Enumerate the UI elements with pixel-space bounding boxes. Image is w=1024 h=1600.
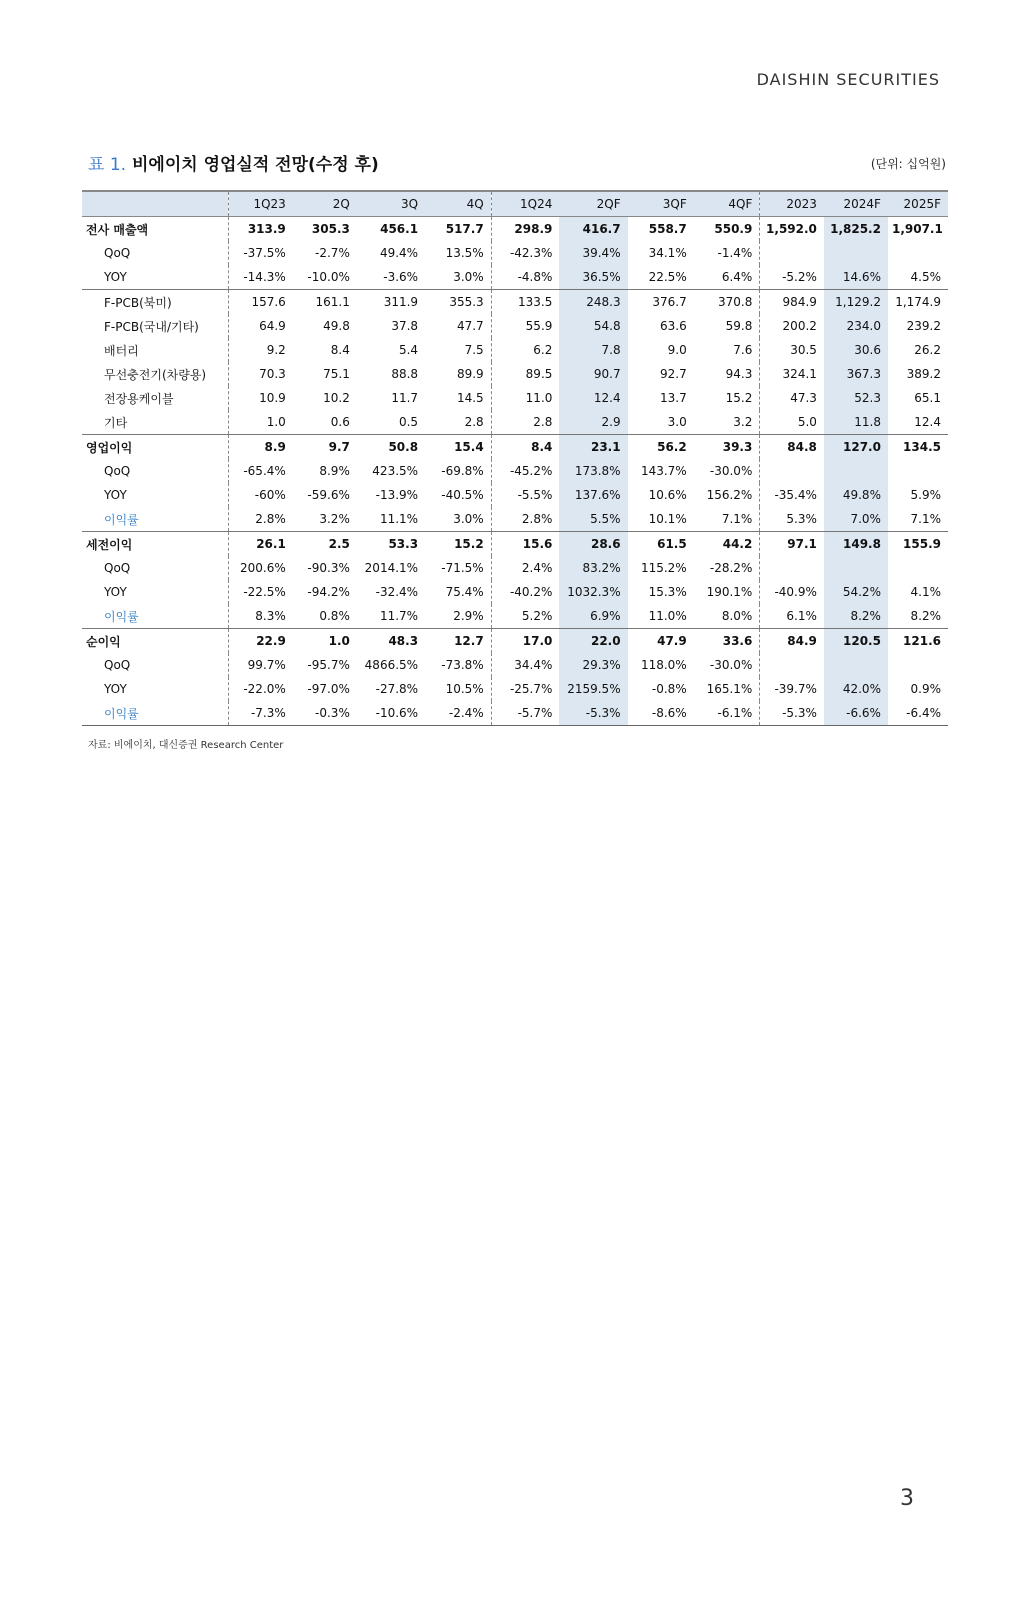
table-row-pretax-profit — [82, 532, 948, 557]
cell-2024F: -6.6% — [824, 701, 888, 726]
row-label: YOY — [104, 682, 127, 696]
table-title — [88, 150, 379, 175]
cell-2Q: -95.7% — [307, 658, 350, 672]
cell-1Q23: 200.6% — [229, 556, 293, 580]
cell-3Q: 11.1% — [379, 512, 419, 526]
cell-1Q24: 15.6 — [491, 532, 559, 557]
cell-2Q: -0.3% — [293, 701, 357, 726]
cell-2QF: 83.2% — [559, 556, 627, 580]
table-row-revenue-yoy — [82, 265, 948, 290]
table-row-op-qoq — [82, 459, 948, 483]
column-header: 3QF — [628, 191, 694, 217]
cell-3QF: 118.0% — [640, 658, 687, 672]
cell-3Q: 423.5% — [372, 464, 419, 478]
cell-3QF: 56.2 — [628, 435, 694, 460]
cell-4QF: 94.3 — [725, 367, 753, 381]
cell-4QF: -1.4% — [717, 246, 753, 260]
cell-1Q23: 8.3% — [229, 604, 293, 629]
cell-1Q23: 10.9 — [229, 386, 293, 410]
cell-2024F: 367.3 — [824, 362, 888, 386]
row-label: 전사 매출액 — [82, 217, 229, 242]
cell-2024F: 7.0% — [824, 507, 888, 532]
cell-1Q23: 26.1 — [229, 532, 293, 557]
row-label: QoQ — [104, 561, 131, 575]
cell-2024F: 234.0 — [824, 314, 888, 338]
cell-2Q: 9.7 — [293, 435, 357, 460]
cell-2025F: 7.1% — [910, 512, 941, 526]
table-row-pt-margin — [82, 604, 948, 629]
column-header: 1Q24 — [491, 191, 559, 217]
row-label: QoQ — [104, 464, 131, 478]
cell-3Q: 48.3 — [357, 629, 425, 654]
cell-2024F — [824, 556, 888, 580]
cell-2025F — [888, 653, 948, 677]
cell-1Q23: -37.5% — [229, 241, 293, 265]
table-row-pt-qoq — [82, 556, 948, 580]
cell-4QF: 370.8 — [694, 290, 760, 315]
cell-1Q24: 34.4% — [491, 653, 559, 677]
cell-1Q23: -7.3% — [229, 701, 293, 726]
table-body — [82, 217, 948, 726]
cell-2023: 984.9 — [760, 290, 824, 315]
cell-4QF: -6.1% — [694, 701, 760, 726]
cell-4Q: 2.9% — [453, 609, 484, 623]
unit-label: (단위: 십억원) — [870, 157, 946, 171]
cell-2QF: 7.8 — [559, 338, 627, 362]
cell-2023: 5.3% — [760, 507, 824, 532]
cell-1Q23: 157.6 — [229, 290, 293, 315]
cell-2024F: 1,129.2 — [824, 290, 888, 315]
cell-3QF: 143.7% — [640, 464, 687, 478]
cell-1Q23: 22.9 — [229, 629, 293, 654]
cell-1Q23: -22.0% — [229, 677, 293, 701]
table-row-pt-yoy — [82, 580, 948, 604]
cell-3QF: 558.7 — [628, 217, 694, 242]
cell-3QF: -0.8% — [651, 682, 687, 696]
cell-1Q24: -25.7% — [491, 677, 559, 701]
cell-1Q23: 313.9 — [229, 217, 293, 242]
cell-2Q: 0.6 — [330, 415, 350, 429]
cell-2024F: 8.2% — [824, 604, 888, 629]
table-row-fpcb-na — [82, 290, 948, 315]
cell-3QF: 15.3% — [648, 585, 687, 599]
cell-3QF: 115.2% — [640, 561, 687, 575]
table-row-ev-cable — [82, 386, 948, 410]
cell-3QF: 22.5% — [648, 270, 687, 284]
cell-3Q: 11.7 — [391, 391, 419, 405]
cell-1Q23: 8.9 — [229, 435, 293, 460]
cell-2Q: 49.8 — [323, 319, 350, 333]
table-row-wireless-charger — [82, 362, 948, 386]
cell-2Q: 0.8% — [319, 609, 350, 623]
cell-4Q: 13.5% — [445, 246, 484, 260]
row-label: 전장용케이블 — [104, 391, 174, 406]
cell-2023 — [760, 459, 824, 483]
row-label: 이익률 — [104, 512, 139, 527]
cell-3Q: -10.6% — [357, 701, 425, 726]
cell-2023: 97.1 — [760, 532, 824, 557]
cell-1Q24: 2.8% — [491, 507, 559, 532]
table-row-np-margin — [82, 701, 948, 726]
cell-4QF: -28.2% — [709, 561, 753, 575]
row-label: 순이익 — [82, 629, 229, 654]
cell-3QF: 13.7 — [660, 391, 687, 405]
column-header: 2QF — [559, 191, 627, 217]
cell-1Q23: 70.3 — [229, 362, 293, 386]
brand-header: DAISHIN SECURITIES — [756, 70, 940, 89]
cell-3Q: -27.8% — [375, 682, 419, 696]
cell-4Q: 47.7 — [456, 319, 484, 333]
row-label: 기타 — [104, 415, 128, 430]
cell-3QF: 47.9 — [628, 629, 694, 654]
cell-2QF: 36.5% — [559, 265, 627, 290]
cell-3Q: 4866.5% — [364, 658, 419, 672]
cell-2023: 200.2 — [760, 314, 824, 338]
cell-2024F: 127.0 — [824, 435, 888, 460]
cell-4Q: -71.5% — [441, 561, 484, 575]
cell-4Q: 355.3 — [425, 290, 491, 315]
column-header: 1Q23 — [229, 191, 293, 217]
cell-3Q: 11.7% — [379, 609, 419, 623]
cell-4QF: 44.2 — [694, 532, 760, 557]
table-row-revenue-qoq — [82, 241, 948, 265]
cell-2025F: 12.4 — [914, 415, 941, 429]
cell-4Q: 15.2 — [425, 532, 491, 557]
cell-2023: 84.8 — [760, 435, 824, 460]
row-label: F-PCB(북미) — [82, 290, 229, 315]
cell-2023: 30.5 — [760, 338, 824, 362]
cell-2QF: 137.6% — [559, 483, 627, 507]
cell-3QF: 376.7 — [628, 290, 694, 315]
cell-3Q: 456.1 — [357, 217, 425, 242]
cell-2Q: 2.5 — [293, 532, 357, 557]
cell-1Q23: 9.2 — [229, 338, 293, 362]
cell-2025F: 239.2 — [906, 319, 941, 333]
table-title-text: 비에이치 영업실적 전망(수정 후) — [131, 155, 379, 175]
cell-2Q: 305.3 — [293, 217, 357, 242]
cell-2Q: -2.7% — [315, 246, 350, 260]
header-label-cell — [82, 191, 229, 217]
row-label: F-PCB(국내/기타) — [104, 319, 199, 334]
row-label: YOY — [104, 488, 127, 502]
cell-4Q: -2.4% — [425, 701, 491, 726]
cell-4Q: 3.0% — [453, 512, 484, 526]
cell-2025F: -6.4% — [888, 701, 948, 726]
cell-2023: -35.4% — [760, 483, 824, 507]
cell-2025F: 134.5 — [888, 435, 948, 460]
row-label: QoQ — [104, 246, 131, 260]
cell-2Q: -59.6% — [307, 488, 350, 502]
cell-2QF: 39.4% — [559, 241, 627, 265]
cell-2QF: 28.6 — [559, 532, 627, 557]
cell-2Q: 161.1 — [293, 290, 357, 315]
cell-2Q: -90.3% — [307, 561, 350, 575]
cell-1Q24: 11.0 — [491, 386, 559, 410]
cell-1Q24: -4.8% — [491, 265, 559, 290]
cell-1Q23: -65.4% — [229, 459, 293, 483]
cell-2Q: 8.9% — [319, 464, 350, 478]
page-number: 3 — [900, 1486, 914, 1511]
cell-1Q24: -5.5% — [491, 483, 559, 507]
cell-3QF: 10.6% — [648, 488, 687, 502]
header-row — [82, 191, 948, 217]
cell-4Q: 3.0% — [453, 270, 484, 284]
row-label: QoQ — [104, 658, 131, 672]
cell-2Q: -10.0% — [307, 270, 350, 284]
cell-2024F — [824, 241, 888, 265]
table-row-op-yoy — [82, 483, 948, 507]
cell-3Q: 50.8 — [357, 435, 425, 460]
cell-2025F: 26.2 — [914, 343, 941, 357]
cell-3QF: 92.7 — [660, 367, 687, 381]
cell-4Q: 517.7 — [425, 217, 491, 242]
cell-3Q: 2014.1% — [364, 561, 419, 575]
cell-4Q: 2.8 — [464, 415, 484, 429]
cell-4QF: 6.4% — [721, 270, 753, 284]
cell-2025F: 65.1 — [914, 391, 941, 405]
cell-2Q: 8.4 — [330, 343, 350, 357]
column-header: 3Q — [357, 191, 425, 217]
cell-2QF: 54.8 — [559, 314, 627, 338]
cell-2023: 1,592.0 — [760, 217, 824, 242]
cell-1Q24: 298.9 — [491, 217, 559, 242]
cell-2024F: 42.0% — [824, 677, 888, 701]
column-header: 2024F — [824, 191, 888, 217]
table-title-row — [88, 150, 946, 178]
cell-2023: 324.1 — [760, 362, 824, 386]
cell-1Q24: -42.3% — [491, 241, 559, 265]
cell-3QF: 63.6 — [660, 319, 687, 333]
cell-1Q24: -5.7% — [491, 701, 559, 726]
cell-4QF: 8.0% — [721, 609, 753, 623]
table-row-np-yoy — [82, 677, 948, 701]
cell-4Q: 7.5 — [464, 343, 484, 357]
cell-3Q: 311.9 — [357, 290, 425, 315]
cell-4QF: 550.9 — [694, 217, 760, 242]
cell-1Q24: -40.2% — [491, 580, 559, 604]
cell-2QF: 29.3% — [559, 653, 627, 677]
cell-4QF: 7.1% — [721, 512, 753, 526]
cell-2QF: 12.4 — [559, 386, 627, 410]
cell-3Q: 88.8 — [391, 367, 419, 381]
cell-2025F — [888, 556, 948, 580]
cell-3Q: -32.4% — [375, 585, 419, 599]
cell-2023: 5.0 — [760, 410, 824, 435]
cell-2025F: 8.2% — [910, 609, 941, 623]
cell-2023: -40.9% — [760, 580, 824, 604]
cell-2023 — [760, 653, 824, 677]
cell-2024F: 30.6 — [824, 338, 888, 362]
cell-2QF: 173.8% — [559, 459, 627, 483]
column-header: 2025F — [888, 191, 948, 217]
cell-2025F: 1,907.1 — [888, 217, 948, 242]
cell-2Q: 1.0 — [293, 629, 357, 654]
cell-2023: -5.2% — [760, 265, 824, 290]
cell-2023: 47.3 — [760, 386, 824, 410]
cell-1Q23: -60% — [229, 483, 293, 507]
cell-2024F: 49.8% — [824, 483, 888, 507]
cell-2Q: -97.0% — [307, 682, 350, 696]
cell-2024F: 52.3 — [824, 386, 888, 410]
cell-2QF: 2159.5% — [559, 677, 627, 701]
cell-2025F: 389.2 — [906, 367, 941, 381]
cell-3QF: 9.0 — [667, 343, 687, 357]
row-label: 이익률 — [104, 609, 139, 624]
table-row-revenue — [82, 217, 948, 242]
cell-2Q: -94.2% — [307, 585, 350, 599]
cell-4QF: -30.0% — [709, 464, 753, 478]
cell-4Q: 75.4% — [445, 585, 484, 599]
cell-3QF: 3.0 — [667, 415, 687, 429]
cell-2025F: 0.9% — [910, 682, 941, 696]
cell-4QF: -30.0% — [709, 658, 753, 672]
row-label: 세전이익 — [82, 532, 229, 557]
cell-2025F: 4.1% — [910, 585, 941, 599]
cell-4Q: 14.5 — [456, 391, 484, 405]
cell-4QF: 39.3 — [694, 435, 760, 460]
cell-1Q24: 2.8 — [491, 410, 559, 435]
cell-2024F: 149.8 — [824, 532, 888, 557]
cell-3QF: 61.5 — [628, 532, 694, 557]
column-header: 2023 — [760, 191, 824, 217]
cell-2024F — [824, 459, 888, 483]
row-label: 무선충전기(차량용) — [104, 367, 207, 382]
cell-4QF: 7.6 — [733, 343, 753, 357]
cell-4Q: 15.4 — [425, 435, 491, 460]
cell-2024F — [824, 653, 888, 677]
cell-3Q: 37.8 — [391, 319, 419, 333]
cell-1Q24: 133.5 — [491, 290, 559, 315]
cell-4Q: -69.8% — [441, 464, 484, 478]
row-label: 배터리 — [104, 343, 139, 358]
cell-2QF: 23.1 — [559, 435, 627, 460]
cell-4Q: 89.9 — [456, 367, 484, 381]
cell-2QF: 6.9% — [559, 604, 627, 629]
cell-2QF: 416.7 — [559, 217, 627, 242]
column-header: 4QF — [694, 191, 760, 217]
table-row-net-profit — [82, 629, 948, 654]
cell-4Q: 10.5% — [445, 682, 484, 696]
cell-3QF: 10.1% — [648, 512, 687, 526]
cell-4Q: -40.5% — [441, 488, 484, 502]
cell-1Q23: 2.8% — [229, 507, 293, 532]
cell-3QF: -8.6% — [628, 701, 694, 726]
cell-3QF: 11.0% — [648, 609, 687, 623]
cell-4Q: 12.7 — [425, 629, 491, 654]
cell-1Q23: -22.5% — [229, 580, 293, 604]
cell-4QF: 59.8 — [725, 319, 753, 333]
cell-4Q: -73.8% — [441, 658, 484, 672]
cell-4QF: 3.2 — [733, 415, 753, 429]
cell-1Q24: 55.9 — [491, 314, 559, 338]
cell-2025F: 4.5% — [910, 270, 941, 284]
row-label: 영업이익 — [82, 435, 229, 460]
cell-2024F: 54.2% — [824, 580, 888, 604]
cell-2Q: 3.2% — [319, 512, 350, 526]
column-header: 4Q — [425, 191, 491, 217]
cell-2QF: 1032.3% — [559, 580, 627, 604]
table-row-operating-profit — [82, 435, 948, 460]
cell-2023: 6.1% — [760, 604, 824, 629]
cell-3Q: 53.3 — [357, 532, 425, 557]
row-label: YOY — [104, 270, 127, 284]
cell-3Q: 0.5 — [398, 415, 419, 429]
cell-2023: -5.3% — [760, 701, 824, 726]
cell-2024F: 11.8 — [824, 410, 888, 435]
cell-1Q23: 99.7% — [229, 653, 293, 677]
cell-4QF: 33.6 — [694, 629, 760, 654]
cell-1Q23: -14.3% — [229, 265, 293, 290]
table-row-op-margin — [82, 507, 948, 532]
cell-3Q: 5.4 — [398, 343, 419, 357]
cell-3Q: -13.9% — [375, 488, 419, 502]
cell-2025F: 5.9% — [910, 488, 941, 502]
column-header: 2Q — [293, 191, 357, 217]
cell-1Q24: -45.2% — [491, 459, 559, 483]
cell-4QF: 15.2 — [725, 391, 753, 405]
cell-4QF: 156.2% — [706, 488, 753, 502]
table-row-battery — [82, 338, 948, 362]
cell-2024F: 1,825.2 — [824, 217, 888, 242]
row-label: 이익률 — [82, 701, 229, 726]
cell-2024F: 14.6% — [824, 265, 888, 290]
cell-2Q: 10.2 — [323, 391, 350, 405]
cell-4QF: 165.1% — [706, 682, 753, 696]
cell-4QF: 190.1% — [706, 585, 753, 599]
cell-2023 — [760, 556, 824, 580]
cell-1Q24: 5.2% — [491, 604, 559, 629]
row-label: YOY — [104, 585, 127, 599]
earnings-table — [82, 190, 948, 726]
cell-1Q23: 1.0 — [229, 410, 293, 435]
table-row-np-qoq — [82, 653, 948, 677]
cell-2023 — [760, 241, 824, 265]
cell-2023: -39.7% — [760, 677, 824, 701]
cell-1Q24: 8.4 — [491, 435, 559, 460]
cell-1Q24: 89.5 — [491, 362, 559, 386]
cell-2025F — [888, 241, 948, 265]
cell-2QF: 2.9 — [559, 410, 627, 435]
table-number: 표 1. — [88, 155, 127, 175]
cell-2QF: -5.3% — [559, 701, 627, 726]
cell-2QF: 22.0 — [559, 629, 627, 654]
cell-2QF: 248.3 — [559, 290, 627, 315]
cell-2Q: 75.1 — [323, 367, 350, 381]
table-row-fpcb-domestic — [82, 314, 948, 338]
cell-3QF: 34.1% — [648, 246, 687, 260]
table-row-other — [82, 410, 948, 435]
cell-1Q24: 17.0 — [491, 629, 559, 654]
cell-1Q24: 2.4% — [491, 556, 559, 580]
cell-2025F — [888, 459, 948, 483]
cell-1Q24: 6.2 — [491, 338, 559, 362]
cell-3Q: -3.6% — [383, 270, 419, 284]
cell-2025F: 1,174.9 — [888, 290, 948, 315]
cell-2QF: 5.5% — [559, 507, 627, 532]
cell-2025F: 155.9 — [888, 532, 948, 557]
cell-2QF: 90.7 — [559, 362, 627, 386]
cell-2025F: 121.6 — [888, 629, 948, 654]
cell-3Q: 49.4% — [379, 246, 419, 260]
cell-2023: 84.9 — [760, 629, 824, 654]
cell-2024F: 120.5 — [824, 629, 888, 654]
source-note: 자료: 비에이치, 대신증권 Research Center — [88, 740, 284, 751]
cell-1Q23: 64.9 — [229, 314, 293, 338]
